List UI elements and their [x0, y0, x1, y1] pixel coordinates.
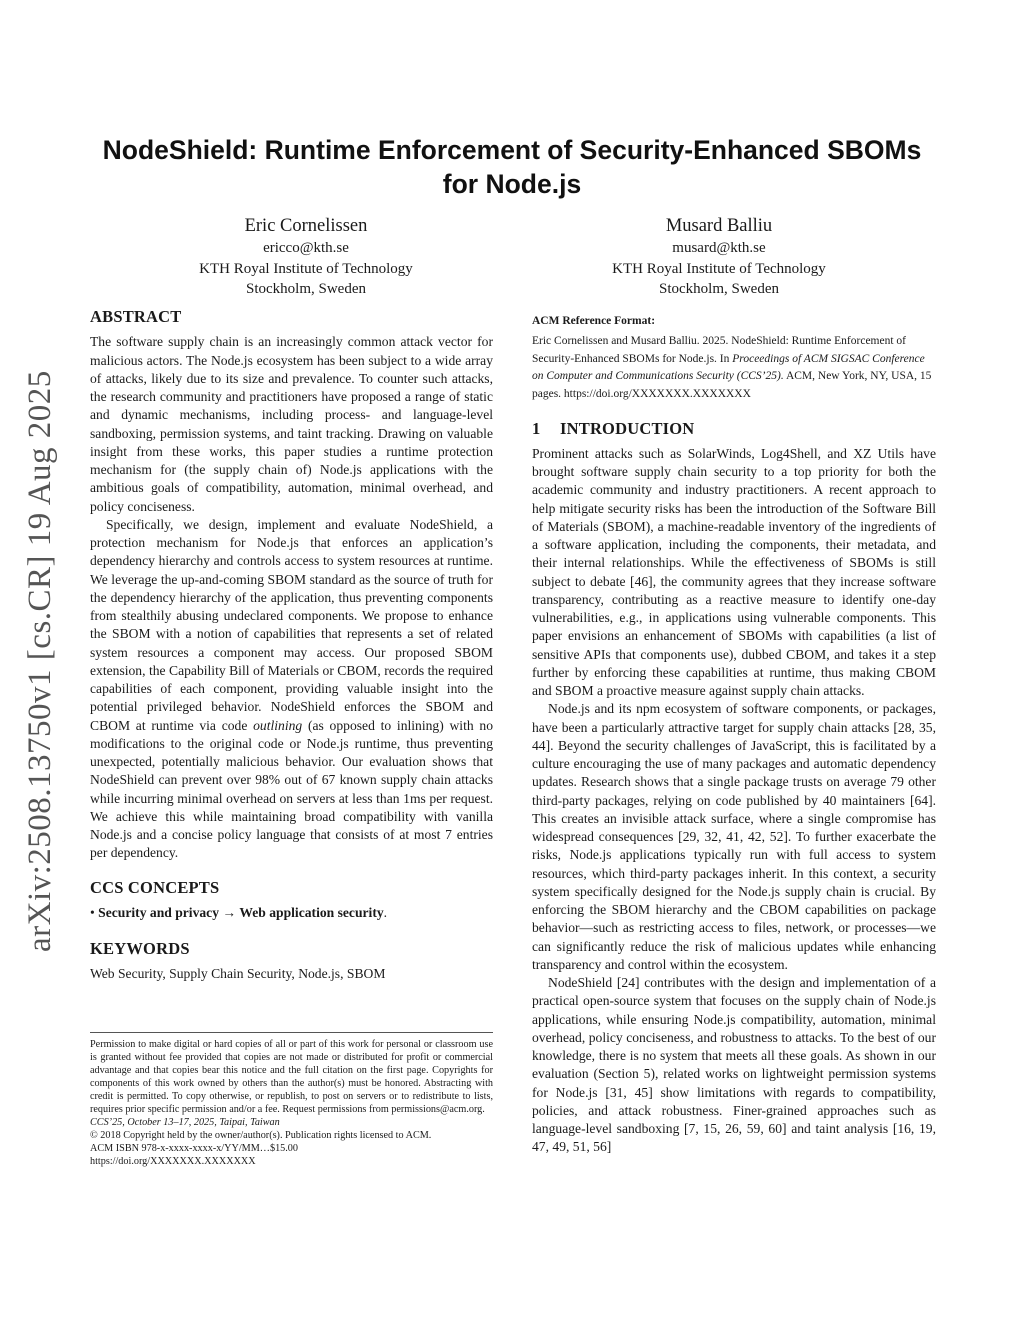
title-line-1: NodeShield: Runtime Enforcement of Security-Enhanced SBOMs: [102, 135, 922, 165]
introduction-paragraph-2: Node.js and its npm ecosystem of software components, or packages, have been a particularly attractive target for supply chain attacks [28, 35, 44]. Beyond the security challenges of JavaScript, this is facilitated by a culture encouraging the use of many packages and automatic dependency updates. Research shows that a single package trusts on average 79 other third-party packages, relying on code published by 40 maintainers [64]. This creates an invisible attack surface, where a single compromise has widespread consequences [29, 32, 41, 42, 52]. To further exacerbate the risks, Node.js applications typically run with full access to system resources, which third-party packages inherit. In this context, a security system specifically designed for the Node.js supply chain is crucial. By enforcing the SBOM hierarchy and the CBOM capabilities on package behavior—such as restricting access to files, network, or processes—we can significantly reduce the risk of malicious updates while enhancing transparency and control within the ecosystem.: [532, 701, 936, 972]
keywords-heading: KEYWORDS: [90, 939, 190, 958]
introduction-paragraph-3: NodeShield [24] contributes with the design and implementation of a practical open-source system that focuses on the supply chain of Node.js applications, while ensuring Node.js compatibility, automation, minimal overhead, policy conciseness, and robustness to attacks. To the best of our knowledge, there is no system that meets all these goals. As shown in our evaluation (Section 5), related works on lightweight permission systems for Node.js [31, 45] show limitations with regards to compatibility, policies, and attack robustness. Finer-grained approaches such as language-level sandboxing [7, 15, 26, 59, 60] and taint analysis [16, 19, 47, 49, 51, 56]: [532, 975, 936, 1155]
keywords-text: Web Security, Supply Chain Security, Node.js, SBOM: [90, 966, 386, 982]
author-block-1: [146, 214, 466, 300]
acm-reference-heading: ACM Reference Format:: [532, 315, 656, 327]
copyright-line: © 2018 Copyright held by the owner/author(s). Publication rights licensed to ACM.: [90, 1130, 432, 1141]
permission-notice: Permission to make digital or hard copies of all or part of this work for personal or classroom use is granted without fee provided that copies are not made or distributed for profit or commercial advantage and that copies bear this notice and the full citation on the first page. Copyrights for components of this work owned by others than the author(s) must be honored. Abstracting with credit is permitted. To copy otherwise, or republish, to post on servers or to redistribute to lists, requires prior specific permission and/or a fee. Request permissions from permissions@acm.org.: [90, 1039, 493, 1115]
acm-reference-text: Eric Cornelissen and Musard Balliu. 2025. NodeShield: Runtime Enforcement of Security-Enhanced SBOMs for Node.js. In Proceedings of ACM SIGSAC Conference on Computer and Communications Security (CCS’25). ACM, New York, NY, USA, 15 pages. https://doi.org/XXXXXXX.XXXXXXX: [532, 335, 932, 401]
isbn-line: ACM ISBN 978-x-xxxx-xxxx-x/YY/MM…$15.00: [90, 1143, 298, 1154]
author-email: ericco@kth.se: [263, 240, 349, 256]
ccs-concepts-text: • Security and privacy → Web application security.: [90, 904, 388, 920]
introduction-heading: 1 INTRODUCTION: [532, 418, 695, 438]
author-name: Eric Cornelissen: [244, 216, 368, 236]
author-location: Stockholm, Sweden: [246, 281, 366, 297]
right-column: [532, 312, 936, 1157]
abstract-heading: ABSTRACT: [90, 307, 182, 326]
author-affiliation: KTH Royal Institute of Technology: [199, 260, 413, 277]
abstract-paragraph-1: The software supply chain is an increasingly common attack vector for malicious actors. The Node.js ecosystem has been subject to a wide array of attacks, likely due to its size and prevalence. To counter such attacks, the research community and practitioners have proposed a range of static and dynamic mechanisms, including process- and language-level sandboxing, permission systems, and taint tracking. Drawing on valuable insight from these works, this paper studies a runtime protection mechanism for (the supply chain of) Node.js applications with the ambitious goals of compatibility, automation, minimal overhead, and policy conciseness.: [90, 334, 493, 514]
arxiv-identifier: arXiv:2508.13750v1 [cs.CR] 19 Aug 2025: [22, 370, 58, 952]
introduction-paragraph-1: Prominent attacks such as SolarWinds, Log4Shell, and XZ Utils have brought software supply chain security to a top priority for both the academic community and industry practitioners. A recent approach to help mitigate security risks has been the introduction of the Software Bill of Materials (SBOM), a machine-readable inventory of the ingredients of a software application, including the components, their metadata, and their internal relationships. While the effectiveness of SBOMs is still subject to debate [46], the community agrees that they increase software transparency, contributing as a reactive measure to identify one-day vulnerabilities, e.g., in applications using vulnerable components. This paper envisions an enhancement of SBOMs with capabilities (a list of sensitive APIs that components use), dubbed CBOM, and takes it a step further by enforcing these capabilities at runtime, thus making CBOM and SBOM a proactive measure against supply chain attacks.: [532, 445, 936, 699]
abstract-paragraph-2: Specifically, we design, implement and evaluate NodeShield, a protection mechanism for Node.js that enforces an application’s dependency hierarchy and controls access to system resources at runtime. We leverage the up-and-coming SBOM standard as the source of truth for the dependency hierarchy of the application, thus preventing components from stealthily abusing undeclared components. We propose to enhance the SBOM with a notion of capabilities that represents a set of related system resources a component may access. Our proposed SBOM extension, the Capability Bill of Materials or CBOM, records the required capabilities of each component, providing valuable insight into the potential privileged behavior. NodeShield enforces the SBOM and CBOM at runtime via code outlining (as opposed to inlining) with no modifications to the original code or Node.js runtime, thus preventing unexpected, potentially malicious behavior. Our evaluation shows that NodeShield can prevent over 98% out of 67 known supply chain attacks while incurring minimal overhead on servers at less than 1ms per request. We achieve this while maintaining broad compatibility with vanilla Node.js and a concise policy language that consists of at most 7 entries per dependency.: [90, 516, 493, 861]
ccs-concepts-heading: CCS CONCEPTS: [90, 877, 220, 897]
title-line-2: for Node.js: [442, 169, 582, 199]
paper-title: [80, 133, 944, 201]
author-affiliation: KTH Royal Institute of Technology: [612, 260, 826, 277]
author-email: musard@kth.se: [672, 240, 766, 256]
author-location: Stockholm, Sweden: [659, 281, 779, 297]
left-column: [90, 308, 493, 984]
doi-link[interactable]: https://doi.org/XXXXXXX.XXXXXXX: [90, 1156, 256, 1167]
copyright-footnote: [90, 1032, 493, 1168]
author-name: Musard Balliu: [665, 216, 773, 236]
conference-line: CCS’25, October 13–17, 2025, Taipai, Taiwan: [90, 1117, 280, 1128]
author-block-2: [559, 214, 879, 300]
